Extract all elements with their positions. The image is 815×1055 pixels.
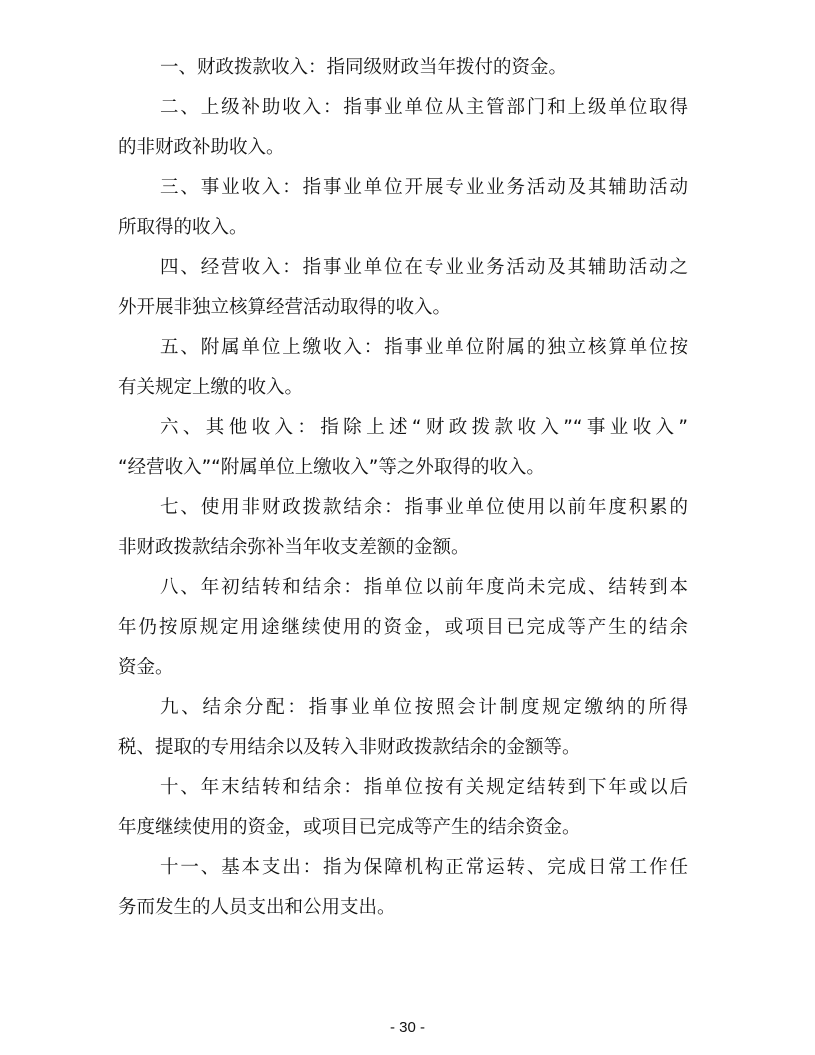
paragraph-6-line-2: “经营收入”“附属单位上缴收入”等之外取得的收入。 [118, 457, 545, 478]
paragraph-8-line-2: 年仍按原规定用途继续使用的资金，或项目已完成等产生的结余 [118, 617, 688, 638]
paragraph-9-line-1: 九、结余分配：指事业单位按照会计制度规定缴纳的所得 [160, 697, 688, 718]
paragraph-2-line-2: 的非财政补助收入。 [118, 137, 285, 158]
paragraph-6-line-1: 六、其他收入：指除上述“财政拨款收入”“事业收入” [160, 417, 688, 438]
paragraph-7-line-2: 非财政拨款结余弥补当年收支差额的金额。 [118, 537, 470, 558]
paragraph-9-line-2: 税、提取的专用结余以及转入非财政拨款结余的金额等。 [118, 737, 581, 758]
paragraph-8-line-1: 八、年初结转和结余：指单位以前年度尚未完成、结转到本 [160, 577, 688, 598]
paragraph-7-line-1: 七、使用非财政拨款结余：指事业单位使用以前年度积累的 [160, 497, 688, 518]
paragraph-11-line-2: 务而发生的人员支出和公用支出。 [118, 897, 396, 918]
page-number: - 30 - [389, 1019, 425, 1036]
paragraph-10-line-1: 十、年末结转和结余：指单位按有关规定结转到下年或以后 [160, 777, 688, 798]
paragraph-11-line-1: 十一、基本支出：指为保障机构正常运转、完成日常工作任 [160, 857, 688, 878]
paragraph-8-line-3: 资金。 [118, 657, 174, 678]
paragraph-2-line-1: 二、上级补助收入：指事业单位从主管部门和上级单位取得 [160, 97, 688, 118]
paragraph-10-line-2: 年度继续使用的资金，或项目已完成等产生的结余资金。 [118, 817, 581, 838]
paragraph-3-line-2: 所取得的收入。 [118, 217, 248, 238]
paragraph-3-line-1: 三、事业收入：指事业单位开展专业业务活动及其辅助活动 [160, 177, 688, 198]
paragraph-5-line-2: 有关规定上缴的收入。 [118, 377, 304, 398]
paragraph-4-line-2: 外开展非独立核算经营活动取得的收入。 [118, 297, 452, 318]
paragraph-5-line-1: 五、附属单位上缴收入：指事业单位附属的独立核算单位按 [160, 337, 688, 358]
paragraph-4-line-1: 四、经营收入：指事业单位在专业业务活动及其辅助活动之 [160, 257, 688, 278]
paragraph-1-line-1: 一、财政拨款收入：指同级财政当年拨付的资金。 [160, 57, 568, 78]
